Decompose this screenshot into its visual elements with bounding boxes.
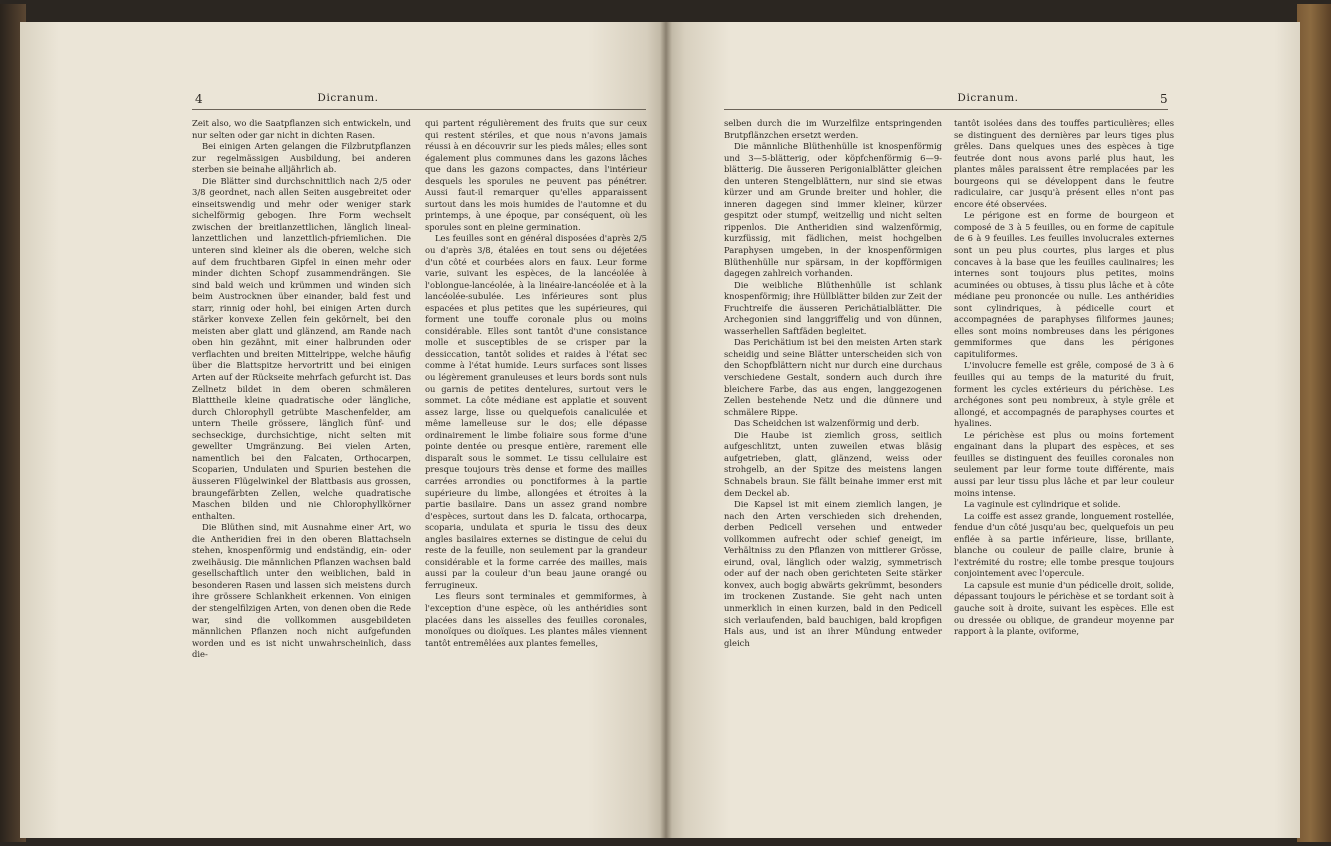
running-title: Dicranum. xyxy=(317,92,379,104)
right-cover-edge xyxy=(1297,4,1331,842)
paragraph: Die Blätter sind durchschnittlich nach 2/5 oder 3/8 geordnet, nach allen Seiten ausgebreitet oder einseitswendig und mehr oder weniger stark sichelförmig gebogen. Ihre Form wechselt zwischen der breitlanzettlichen, länglich lineal-lanzettlichen und lanzettlich-pfriemlichen. Die unteren sind kleiner als die oberen, welche sich auf dem fruchtbaren Gipfel in einen mehr oder minder dichten Schopf zusammendrängen. Sie sind bald weich und krümmen und winden sich beim Austrocknen über einander, bald fest und starr, rinnig oder hohl, bei einigen Arten durch stärker konvexe Zellen fein gekörnelt, bei den meisten aber glatt und glänzend, am Rande nach oben hin gezähnt, mit einer halbrunden oder verflachten und breiten Mittelrippe, welche häufig über die Blattspitze hervortritt und bei einigen Arten auf der Rückseite mehrfach gefurcht ist. Das Zellnetz bildet in dem oberen schmäleren Blatttheile kleine quadratische oder längliche, durch Chlorophyll getrübte Maschenfelder, am untern Theile grössere, länglich fünf- und sechseckige, durchsichtige, nicht selten mit gewellter Umgränzung. Bei vielen Arten, namentlich bei den Falcaten, Orthocarpen, Scoparien, Undulaten und Spurien bestehen die äusseren Flügelwinkel der Blattbasis aus grossen, braungefärbten Zellen, welche quadratische Maschen bilden und nie Chlorophyllkörner enthalten. xyxy=(192,175,411,521)
paragraph: qui partent régulièrement des fruits que sur ceux qui restent stériles, et que nous n'avons jamais réussi à en découvrir sur les pieds mâles; elles sont également plus communes dans les gazons lâches que dans les gazons compactes, dans l'intérieur desquels les sporules ne peuvent pas pénétrer. Aussi faut-il remarquer qu'elles apparaissent surtout dans les mois humides de l'automne et du printemps, à une époque, par conséquent, où les sporules sont en pleine germination. xyxy=(425,118,647,232)
paragraph: La coiffe est assez grande, longuement rostellée, fendue d'un côté jusqu'au bec, quelquefois un peu enflée à sa partie inférieure, lisse, brillante, blanche ou couleur de paille claire, brunie à l'extrémité du rostre; elle tombe presque toujours conjointement avec l'opercule. xyxy=(954,510,1174,579)
paragraph: Les fleurs sont terminales et gemmiformes, à l'exception d'une espèce, où les anthéridies sont placées dans les aisselles des feuilles coronales, monoïques ou dioïques. Les plantes mâles viennent tantôt entremêlées aux plantes femelles, xyxy=(425,591,647,648)
paragraph: Bei einigen Arten gelangen die Filzbrutpflanzen zur regelmässigen Ausbildung, bei anderen sterben sie beinahe alljährlich ab. xyxy=(192,141,411,175)
header-rule xyxy=(192,109,646,110)
paragraph: Die Haube ist ziemlich gross, seitlich aufgeschlitzt, unten zuweilen etwas bläsig aufgetrieben, glatt, glänzend, weiss oder strohgelb, an der Spitze des meistens langen Schnabels braun. Sie fällt beinahe immer erst mit dem Deckel ab. xyxy=(724,429,942,498)
paragraph: Das Perichätium ist bei den meisten Arten stark scheidig und seine Blätter unterscheiden sich von den Schopfblättern nicht nur durch eine durchaus verschiedene Gestalt, sondern auch durch ihre bleichere Farbe, das aus engen, langgezogenen Zellen bestehende Netz und die dünnere und schmälere Rippe. xyxy=(724,337,942,417)
paragraph: tantôt isolées dans des touffes particulières; elles se distinguent des dernières par leurs tiges plus grêles. Dans quelques unes des espèces à tige feutrée dont nous avons parlé plus haut, les plantes mâles paraissent être remplacées par les bourgeons qui se développent dans le feutre radiculaire, car jusqu'à présent elles n'ont pas encore été observées. xyxy=(954,118,1174,209)
paragraph: Zeit also, wo die Saatpflanzen sich entwickeln, und nur selten oder gar nicht in dichten Rasen. xyxy=(192,118,411,140)
paragraph: La capsule est munie d'un pédicelle droit, solide, dépassant toujours le périchèse et se tordant soit à gauche soit à droite, suivant les espèces. Elle est ou dressée ou oblique, de grandeur moyenne par rapport à la plante, oviforme, xyxy=(954,579,1174,637)
left-page xyxy=(20,22,666,838)
paragraph: Le périchèse est plus ou moins fortement engainant dans la plupart des espèces, et ses feuilles se distinguent des feuilles coronales non seulement par leur forme toute différente, mais aussi par leur tissu plus lâche et par leur couleur moins intense. xyxy=(954,429,1174,498)
header-rule xyxy=(724,109,1168,110)
paragraph: Die männliche Blüthenhülle ist knospenförmig und 3—5-blätterig, oder köpfchenförmig 6—9-blätterig. Die äusseren Perigonialblätter gleichen den unteren Stengelblättern, nur sind sie etwas kürzer und am Grunde breiter und hohler, die inneren dagegen sind immer kleiner, kürzer gespitzt oder stumpf, weitzellig und nicht selten rippenlos. Die Antheridien sind walzenförmig, kurzfüssig, mit fädlichen, meist hochgelben Paraphysen umgeben, in der knospenförmigen Blüthenhülle nur spärsam, in der kopfförmigen dagegen zahlreich vorhanden. xyxy=(724,141,942,279)
german-column xyxy=(724,118,942,649)
left-running-head xyxy=(20,92,666,112)
paragraph: Les feuilles sont en général disposées d'après 2/5 ou d'après 3/8, étalées en tout sens ou déjetées d'un côté et courbées alors en faux. Leur forme varie, suivant les espèces, de la lancéolée à l'oblongue-lancéolée, à la linéaire-lancéolée et à la lancéolée-subulée. Les inférieures sont plus espacées et plus petites que les supérieures, qui forment une touffe coronale plus ou moins considérable. Elles sont tantôt d'une consistance molle et susceptibles de se crisper par la dessiccation, tantôt solides et raides à l'état sec comme à l'état humide. Leurs surfaces sont lisses ou légèrement granuleuses et leurs bords sont nuls ou garnis de petites dentelures, surtout vers le sommet. La côte médiane est applatie et souvent assez large, lisse ou quelquefois canaliculée et même lamelleuse sur le dos; elle dépasse ordinairement le limbe foliaire sous forme d'une pointe dentée ou presque entière, rarement elle disparaît sous le sommet. Le tissu cellulaire est presque toujours très dense et forme des mailles carrées arrondies ou ponctiformes à la partie supérieure du limbe, allongées et étroites à la partie basilaire. Dans un assez grand nombre d'espèces, surtout dans les D. falcata, orthocarpa, scoparia, undulata et spuria le tissu des deux angles basilaires externes se distingue de celui du reste de la feuille, non seulement par la grandeur considérable et la forme carrée des mailles, mais aussi par la couleur d'un beau jaune orangé ou ferrugineux. xyxy=(425,233,647,590)
paragraph: Das Scheidchen ist walzenförmig und derb. xyxy=(734,418,920,429)
page-number: 4 xyxy=(195,92,203,106)
paragraph: selben durch die im Wurzelfilze entspringenden Brutpflänzchen ersetzt werden. xyxy=(724,118,942,140)
right-page xyxy=(666,22,1300,838)
paragraph: Die Blüthen sind, mit Ausnahme einer Art, wo die Antheridien frei in den oberen Blattachseln stehen, knospenförmig und endständig, ein- oder zweihäusig. Die männlichen Pflanzen wachsen bald gesellschaftlich unter den weiblichen, bald in besonderen Rasen und lassen sich meistens durch ihre grössere Schlankheit erkennen. Von einigen der stengelfilzigen Arten, von denen oben die Rede war, sind die vollkommen ausgebildeten männlichen Pflanzen noch nicht aufgefunden worden und es ist nicht unwahrscheinlich, dass die- xyxy=(192,522,411,660)
book-gutter xyxy=(660,22,672,838)
right-running-head xyxy=(666,92,1300,112)
paragraph: Die Kapsel ist mit einem ziemlich langen, je nach den Arten verschieden sich drehenden, derben Pedicell versehen und entweder vollkommen aufrecht oder schief geneigt, im Verhältniss zu den Pflanzen von mittlerer Grösse, eirund, oval, länglich oder walzig, symmetrisch oder auf der nach oben gerichteten Seite stärker konvex, auch bogig abwärts gekrümmt, besonders im trockenen Zustande. Sie geht nach unten unmerklich in einen kurzen, bald in den Pedicell sich verlaufenden, bald bauchigen, bald kropfigen Hals aus, und ist an ihrer Mündung entweder gleich xyxy=(724,499,942,648)
french-column xyxy=(425,118,647,649)
page-number: 5 xyxy=(1160,92,1168,106)
paragraph: L'involucre femelle est grêle, composé de 3 à 6 feuilles qui au temps de la maturité du fruit, forment les cycles extérieurs du périchèse. Les archégones sont peu nombreux, à style grêle et allongé, et accompagnés de paraphyses courtes et hyalines. xyxy=(954,360,1174,429)
paragraph: Die weibliche Blüthenhülle ist schlank knospenförmig; ihre Hüllblätter bilden zur Zeit der Fruchtreife die äusseren Perichätialblätter. Die Archegonien sind langgriffelig und von dünnen, wasserhellen Saftfäden begleitet. xyxy=(724,279,942,336)
french-column xyxy=(954,118,1174,638)
paragraph: Le périgone est en forme de bourgeon et composé de 3 à 5 feuilles, ou en forme de capitule de 6 à 9 feuilles. Les feuilles involucrales externes sont un peu plus courtes, plus larges et plus concaves à la base que les feuilles caulinaires; les internes sont toujours plus petites, moins acuminées ou obtuses, à tissu plus lâche et à côte médiane peu prononcée ou nulle. Les anthéridies sont cylindriques, à pédicelle court et accompagnées de paraphyses filiformes jaunes; elles sont moins nombreuses dans les périgones gemmiformes que dans les périgones capituliformes. xyxy=(954,210,1174,359)
running-title: Dicranum. xyxy=(957,92,1019,104)
paragraph: La vaginule est cylindrique et solide. xyxy=(964,499,1121,510)
german-column xyxy=(192,118,411,661)
